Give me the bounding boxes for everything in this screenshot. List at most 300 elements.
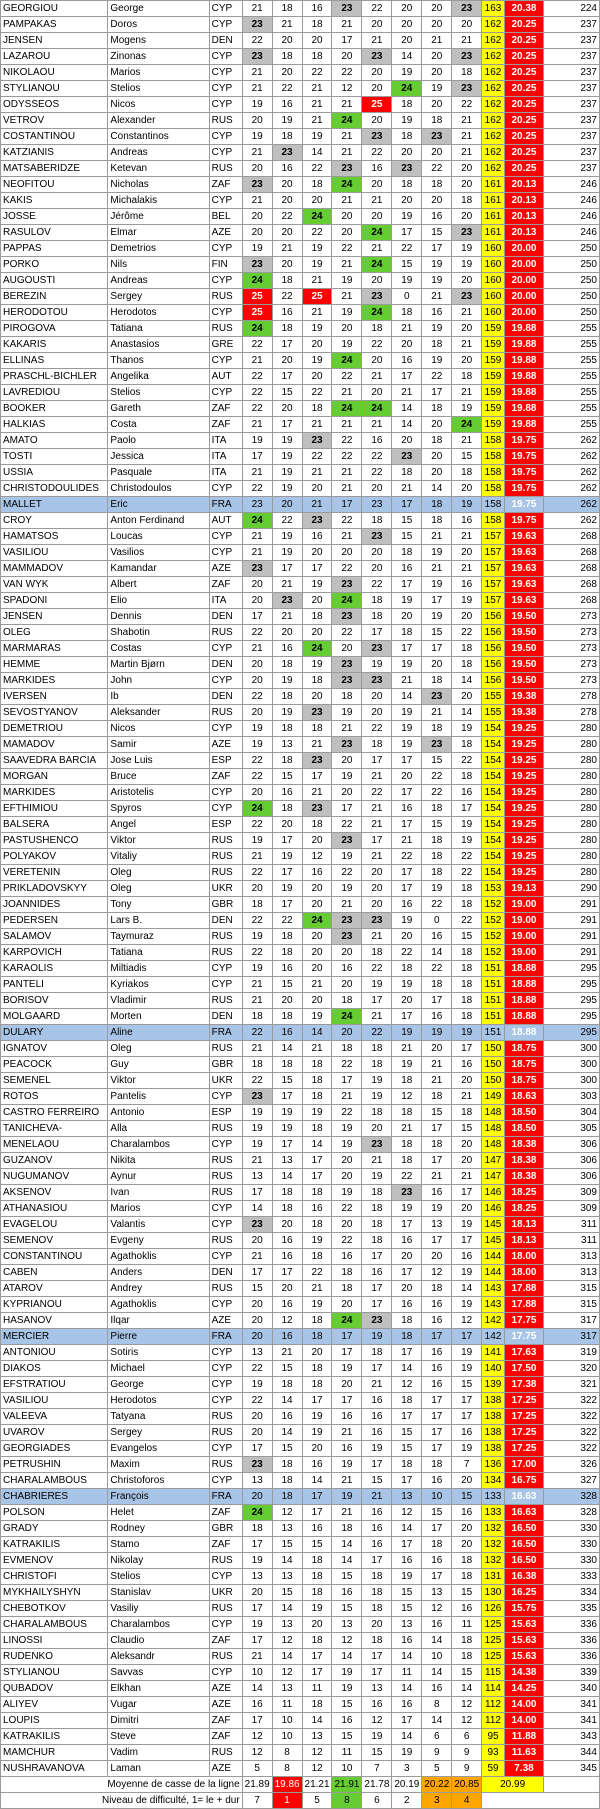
score-cell-6: 21 bbox=[392, 481, 422, 497]
table-row bbox=[1, 753, 600, 769]
score-cell-8: 19 bbox=[452, 1361, 482, 1377]
score-cell-1: 19 bbox=[242, 961, 272, 977]
last-name-cell: LOUPIS bbox=[1, 1713, 108, 1729]
score-cell-1: 16 bbox=[242, 1697, 272, 1713]
score-cell-7: 13 bbox=[422, 1217, 452, 1233]
score-cell-7: 0 bbox=[422, 913, 452, 929]
average-cell: 18.50 bbox=[504, 1121, 543, 1137]
score-cell-5: 20 bbox=[362, 561, 392, 577]
score-cell-8: 20 bbox=[452, 1201, 482, 1217]
first-name-cell: Ilqar bbox=[108, 1313, 209, 1329]
score-cell-2: 16 bbox=[272, 1233, 302, 1249]
score-cell-7: 15 bbox=[422, 625, 452, 641]
first-name-cell: Charalambos bbox=[108, 1137, 209, 1153]
first-name-cell: Aleksander bbox=[108, 705, 209, 721]
score-cell-2: 14 bbox=[272, 1553, 302, 1569]
score-cell-3: 19 bbox=[302, 1009, 332, 1025]
score-cell-8: 14 bbox=[452, 1681, 482, 1697]
average-cell: 19.75 bbox=[504, 481, 543, 497]
rank-cell: 295 bbox=[544, 993, 600, 1009]
score-cell-1: 22 bbox=[242, 753, 272, 769]
last-name-cell: ATAROV bbox=[1, 1281, 108, 1297]
score-cell-7: 12 bbox=[422, 1601, 452, 1617]
score-cell-2: 15 bbox=[272, 1537, 302, 1553]
total-cell: 159 bbox=[482, 401, 505, 417]
first-name-cell: Samir bbox=[108, 737, 209, 753]
score-cell-7: 19 bbox=[422, 1025, 452, 1041]
score-cell-6: 20 bbox=[392, 1, 422, 17]
last-name-cell: AMATO bbox=[1, 433, 108, 449]
score-cell-6: 20 bbox=[392, 1281, 422, 1297]
score-cell-1: 21 bbox=[242, 353, 272, 369]
average-cell: 20.25 bbox=[504, 33, 543, 49]
score-cell-4: 22 bbox=[332, 241, 362, 257]
total-cell: 154 bbox=[482, 737, 505, 753]
score-cell-4: 13 bbox=[332, 1617, 362, 1633]
score-cell-2: 17 bbox=[272, 337, 302, 353]
first-name-cell: Ivan bbox=[108, 1185, 209, 1201]
score-cell-2: 20 bbox=[272, 625, 302, 641]
country-cell: ITA bbox=[209, 593, 242, 609]
score-cell-4: 18 bbox=[332, 993, 362, 1009]
first-name-cell: Rodney bbox=[108, 1521, 209, 1537]
score-cell-7: 18 bbox=[422, 865, 452, 881]
first-name-cell: Stelios bbox=[108, 385, 209, 401]
first-name-cell: Michael bbox=[108, 1361, 209, 1377]
score-cell-2: 18 bbox=[272, 1057, 302, 1073]
score-cell-6: 21 bbox=[392, 833, 422, 849]
score-cell-3: 20 bbox=[302, 193, 332, 209]
average-cell: 16.50 bbox=[504, 1521, 543, 1537]
score-cell-3: 17 bbox=[302, 1505, 332, 1521]
score-cell-6: 18 bbox=[392, 1329, 422, 1345]
first-name-cell: Eric bbox=[108, 497, 209, 513]
score-cell-5: 18 bbox=[362, 945, 392, 961]
score-cell-3: 22 bbox=[302, 1265, 332, 1281]
country-cell: RUS bbox=[209, 161, 242, 177]
table-row bbox=[1, 817, 600, 833]
score-cell-6: 17 bbox=[392, 753, 422, 769]
table-row bbox=[1, 1041, 600, 1057]
country-cell: CYP bbox=[209, 961, 242, 977]
score-cell-3: 22 bbox=[302, 385, 332, 401]
rank-cell: 273 bbox=[544, 673, 600, 689]
country-cell: ZAF bbox=[209, 577, 242, 593]
score-cell-2: 15 bbox=[272, 1585, 302, 1601]
total-cell: 152 bbox=[482, 945, 505, 961]
average-cell: 18.88 bbox=[504, 961, 543, 977]
score-cell-6: 17 bbox=[392, 577, 422, 593]
table-row bbox=[1, 737, 600, 753]
first-name-cell: Zinonas bbox=[108, 49, 209, 65]
average-cell: 20.00 bbox=[504, 257, 543, 273]
score-cell-6: 20 bbox=[392, 609, 422, 625]
score-cell-3: 14 bbox=[302, 1137, 332, 1153]
score-cell-6: 13 bbox=[392, 1489, 422, 1505]
total-cell: 148 bbox=[482, 1137, 505, 1153]
average-cell: 19.50 bbox=[504, 609, 543, 625]
score-cell-6: 16 bbox=[392, 353, 422, 369]
score-cell-6: 18 bbox=[392, 305, 422, 321]
score-cell-1: 23 bbox=[242, 49, 272, 65]
score-cell-8: 20 bbox=[452, 1521, 482, 1537]
score-cell-7: 21 bbox=[422, 561, 452, 577]
score-cell-2: 19 bbox=[272, 113, 302, 129]
score-cell-3: 19 bbox=[302, 1601, 332, 1617]
score-cell-4: 20 bbox=[332, 1217, 362, 1233]
score-cell-1: 21 bbox=[242, 1153, 272, 1169]
score-cell-5: 18 bbox=[362, 1233, 392, 1249]
rank-cell: 291 bbox=[544, 913, 600, 929]
score-cell-4: 23 bbox=[332, 833, 362, 849]
score-cell-4: 15 bbox=[332, 1729, 362, 1745]
score-cell-8: 18 bbox=[452, 993, 482, 1009]
first-name-cell: Agathoklis bbox=[108, 1297, 209, 1313]
score-cell-6: 17 bbox=[392, 1473, 422, 1489]
score-cell-3: 18 bbox=[302, 1057, 332, 1073]
score-cell-5: 22 bbox=[362, 337, 392, 353]
score-cell-3: 20 bbox=[302, 33, 332, 49]
last-name-cell: JOANNIDES bbox=[1, 897, 108, 913]
total-cell: 159 bbox=[482, 417, 505, 433]
total-cell: 154 bbox=[482, 753, 505, 769]
table-row bbox=[1, 1, 600, 17]
first-name-cell: Stamo bbox=[108, 1537, 209, 1553]
score-cell-3: 18 bbox=[302, 721, 332, 737]
country-cell: GBR bbox=[209, 897, 242, 913]
score-cell-3: 16 bbox=[302, 1201, 332, 1217]
score-cell-1: 22 bbox=[242, 1393, 272, 1409]
table-row bbox=[1, 1105, 600, 1121]
score-cell-2: 14 bbox=[272, 1649, 302, 1665]
score-cell-2: 21 bbox=[272, 17, 302, 33]
rank-cell: 250 bbox=[544, 289, 600, 305]
score-cell-2: 17 bbox=[272, 1137, 302, 1153]
score-cell-5: 20 bbox=[362, 113, 392, 129]
score-cell-4: 23 bbox=[332, 673, 362, 689]
score-cell-1: 20 bbox=[242, 1489, 272, 1505]
table-row bbox=[1, 961, 600, 977]
score-cell-2: 20 bbox=[272, 193, 302, 209]
first-name-cell: Evangelos bbox=[108, 1441, 209, 1457]
first-name-cell: Demetrios bbox=[108, 241, 209, 257]
first-name-cell: Pierre bbox=[108, 1329, 209, 1345]
score-cell-7: 19 bbox=[422, 353, 452, 369]
score-cell-3: 17 bbox=[302, 1153, 332, 1169]
table-row bbox=[1, 1265, 600, 1281]
rank-cell: 255 bbox=[544, 321, 600, 337]
country-cell: RUS bbox=[209, 1601, 242, 1617]
total-cell: 156 bbox=[482, 641, 505, 657]
rank-cell: 262 bbox=[544, 497, 600, 513]
rank-cell: 334 bbox=[544, 1585, 600, 1601]
score-cell-7: 22 bbox=[422, 369, 452, 385]
first-name-cell: Morten bbox=[108, 1009, 209, 1025]
score-cell-8: 18 bbox=[452, 881, 482, 897]
score-cell-5: 17 bbox=[362, 1553, 392, 1569]
score-cell-7: 16 bbox=[422, 1185, 452, 1201]
score-cell-7: 20 bbox=[422, 97, 452, 113]
score-cell-6: 14 bbox=[392, 689, 422, 705]
first-name-cell: Gareth bbox=[108, 401, 209, 417]
first-name-cell: Vladimir bbox=[108, 993, 209, 1009]
score-cell-5: 21 bbox=[362, 193, 392, 209]
table-row bbox=[1, 833, 600, 849]
score-cell-7: 17 bbox=[422, 241, 452, 257]
average-cell: 20.13 bbox=[504, 193, 543, 209]
rank-cell: 330 bbox=[544, 1553, 600, 1569]
score-cell-8: 12 bbox=[452, 1713, 482, 1729]
score-cell-5: 22 bbox=[362, 721, 392, 737]
score-cell-6: 19 bbox=[392, 1025, 422, 1041]
score-cell-2: 18 bbox=[272, 321, 302, 337]
total-cell: 152 bbox=[482, 897, 505, 913]
average-cell: 20.25 bbox=[504, 129, 543, 145]
score-cell-5: 18 bbox=[362, 513, 392, 529]
last-name-cell: MAMCHUR bbox=[1, 1745, 108, 1761]
score-cell-3: 17 bbox=[302, 561, 332, 577]
score-cell-8: 16 bbox=[452, 1505, 482, 1521]
score-cell-3: 21 bbox=[302, 97, 332, 113]
score-cell-6: 17 bbox=[392, 641, 422, 657]
total-cell: 162 bbox=[482, 129, 505, 145]
score-cell-1: 21 bbox=[242, 65, 272, 81]
score-cell-7: 20 bbox=[422, 417, 452, 433]
total-cell: 148 bbox=[482, 1121, 505, 1137]
last-name-cell: IVERSEN bbox=[1, 689, 108, 705]
score-cell-1: 25 bbox=[242, 305, 272, 321]
average-cell: 14.25 bbox=[504, 1681, 543, 1697]
first-name-cell: Nikolay bbox=[108, 1553, 209, 1569]
rank-cell: 250 bbox=[544, 273, 600, 289]
first-name-cell: Elio bbox=[108, 593, 209, 609]
score-cell-3: 18 bbox=[302, 1377, 332, 1393]
score-cell-7: 19 bbox=[422, 273, 452, 289]
score-cell-6: 19 bbox=[392, 1569, 422, 1585]
score-cell-2: 19 bbox=[272, 433, 302, 449]
average-cell: 17.75 bbox=[504, 1329, 543, 1345]
average-cell-7: 20.22 bbox=[422, 1777, 452, 1793]
score-cell-4: 14 bbox=[332, 1537, 362, 1553]
score-cell-4: 20 bbox=[332, 641, 362, 657]
score-cell-4: 14 bbox=[332, 1649, 362, 1665]
average-cell: 19.75 bbox=[504, 497, 543, 513]
score-cell-1: 20 bbox=[242, 1297, 272, 1313]
first-name-cell: Jérôme bbox=[108, 209, 209, 225]
table-row bbox=[1, 417, 600, 433]
first-name-cell: Charalambos bbox=[108, 1617, 209, 1633]
score-cell-4: 15 bbox=[332, 1601, 362, 1617]
table-row bbox=[1, 1681, 600, 1697]
score-cell-8: 16 bbox=[452, 1249, 482, 1265]
average-cell: 18.13 bbox=[504, 1233, 543, 1249]
last-name-cell: AKSENOV bbox=[1, 1185, 108, 1201]
country-cell: CYP bbox=[209, 673, 242, 689]
rank-cell: 315 bbox=[544, 1281, 600, 1297]
table-row bbox=[1, 1649, 600, 1665]
score-cell-7: 17 bbox=[422, 1425, 452, 1441]
score-cell-8: 21 bbox=[452, 305, 482, 321]
score-cell-6: 18 bbox=[392, 97, 422, 113]
score-cell-5: 16 bbox=[362, 1697, 392, 1713]
country-cell: AZE bbox=[209, 1761, 242, 1777]
last-name-cell: KAKARIS bbox=[1, 337, 108, 353]
total-cell: 157 bbox=[482, 577, 505, 593]
score-cell-7: 18 bbox=[422, 673, 452, 689]
last-name-cell: GEORGIADES bbox=[1, 1441, 108, 1457]
first-name-cell: Doros bbox=[108, 17, 209, 33]
total-cell: 151 bbox=[482, 1025, 505, 1041]
total-cell: 130 bbox=[482, 1585, 505, 1601]
score-cell-2: 16 bbox=[272, 1249, 302, 1265]
table-row bbox=[1, 705, 600, 721]
average-cell: 17.38 bbox=[504, 1377, 543, 1393]
country-cell: CYP bbox=[209, 641, 242, 657]
rank-cell: 322 bbox=[544, 1409, 600, 1425]
score-cell-2: 15 bbox=[272, 1361, 302, 1377]
average-cell: 20.00 bbox=[504, 305, 543, 321]
average-cell: 19.25 bbox=[504, 721, 543, 737]
score-cell-8: 23 bbox=[452, 49, 482, 65]
score-cell-4: 10 bbox=[332, 1761, 362, 1777]
score-cell-4: 23 bbox=[332, 657, 362, 673]
score-cell-2: 16 bbox=[272, 1409, 302, 1425]
score-cell-3: 17 bbox=[302, 1393, 332, 1409]
score-cell-5: 18 bbox=[362, 1201, 392, 1217]
score-cell-5: 7 bbox=[362, 1761, 392, 1777]
rank-cell: 295 bbox=[544, 977, 600, 993]
score-cell-3: 18 bbox=[302, 817, 332, 833]
first-name-cell: Paolo bbox=[108, 433, 209, 449]
total-cell: 152 bbox=[482, 913, 505, 929]
score-cell-7: 22 bbox=[422, 769, 452, 785]
score-cell-1: 19 bbox=[242, 129, 272, 145]
average-cell: 19.25 bbox=[504, 769, 543, 785]
score-cell-8: 20 bbox=[452, 273, 482, 289]
score-cell-1: 19 bbox=[242, 1617, 272, 1633]
score-cell-6: 19 bbox=[392, 65, 422, 81]
score-cell-4: 20 bbox=[332, 321, 362, 337]
table-row bbox=[1, 785, 600, 801]
country-cell: AZE bbox=[209, 1697, 242, 1713]
score-cell-8: 23 bbox=[452, 225, 482, 241]
total-cell: 158 bbox=[482, 449, 505, 465]
score-cell-1: 18 bbox=[242, 897, 272, 913]
rank-cell: 237 bbox=[544, 65, 600, 81]
country-cell: RUS bbox=[209, 1409, 242, 1425]
score-cell-8: 18 bbox=[452, 737, 482, 753]
last-name-cell: EFTHIMIOU bbox=[1, 801, 108, 817]
last-name-cell: MARKIDES bbox=[1, 785, 108, 801]
rank-cell: 317 bbox=[544, 1329, 600, 1345]
score-cell-6: 11 bbox=[392, 1665, 422, 1681]
last-name-cell: BALSERA bbox=[1, 817, 108, 833]
score-cell-4: 21 bbox=[332, 129, 362, 145]
difficulty-cell-3: 5 bbox=[302, 1793, 332, 1809]
average-cell: 19.75 bbox=[504, 513, 543, 529]
country-cell: CYP bbox=[209, 305, 242, 321]
score-cell-4: 16 bbox=[332, 1409, 362, 1425]
total-cell: 115 bbox=[482, 1665, 505, 1681]
total-cell: 59 bbox=[482, 1761, 505, 1777]
country-cell: CYP bbox=[209, 81, 242, 97]
total-cell: 95 bbox=[482, 1729, 505, 1745]
table-row bbox=[1, 913, 600, 929]
table-row bbox=[1, 1361, 600, 1377]
average-cell: 19.50 bbox=[504, 673, 543, 689]
country-cell: RUS bbox=[209, 945, 242, 961]
score-cell-7: 18 bbox=[422, 177, 452, 193]
score-cell-5: 22 bbox=[362, 785, 392, 801]
score-cell-4: 21 bbox=[332, 17, 362, 33]
score-cell-7: 18 bbox=[422, 801, 452, 817]
country-cell: CYP bbox=[209, 801, 242, 817]
score-cell-8: 20 bbox=[452, 689, 482, 705]
country-cell: GBR bbox=[209, 1521, 242, 1537]
score-cell-3: 16 bbox=[302, 529, 332, 545]
score-cell-4: 19 bbox=[332, 705, 362, 721]
score-cell-7: 14 bbox=[422, 481, 452, 497]
average-cell: 20.25 bbox=[504, 17, 543, 33]
score-cell-6: 19 bbox=[392, 1201, 422, 1217]
last-name-cell: NUGUMANOV bbox=[1, 1169, 108, 1185]
last-name-cell: KYPRIANOU bbox=[1, 1297, 108, 1313]
score-cell-1: 20 bbox=[242, 881, 272, 897]
average-cell: 15.63 bbox=[504, 1617, 543, 1633]
score-cell-3: 22 bbox=[302, 65, 332, 81]
score-cell-4: 21 bbox=[332, 289, 362, 305]
score-cell-6: 19 bbox=[392, 737, 422, 753]
score-cell-5: 21 bbox=[362, 1489, 392, 1505]
score-cell-8: 18 bbox=[452, 1633, 482, 1649]
score-cell-2: 19 bbox=[272, 449, 302, 465]
score-cell-3: 20 bbox=[302, 369, 332, 385]
difficulty-cell-6: 2 bbox=[392, 1793, 422, 1809]
score-cell-6: 18 bbox=[392, 1313, 422, 1329]
score-cell-1: 22 bbox=[242, 1073, 272, 1089]
score-cell-8: 20 bbox=[452, 1153, 482, 1169]
last-name-cell: HALKIAS bbox=[1, 417, 108, 433]
total-cell: 162 bbox=[482, 33, 505, 49]
total-cell: 144 bbox=[482, 1265, 505, 1281]
score-cell-5: 18 bbox=[362, 593, 392, 609]
score-cell-3: 18 bbox=[302, 1073, 332, 1089]
rank-cell: 273 bbox=[544, 657, 600, 673]
rank-cell: 262 bbox=[544, 465, 600, 481]
score-cell-8: 20 bbox=[452, 321, 482, 337]
average-cell: 19.25 bbox=[504, 737, 543, 753]
table-row bbox=[1, 465, 600, 481]
average-cell: 18.00 bbox=[504, 1265, 543, 1281]
score-cell-2: 20 bbox=[272, 33, 302, 49]
score-cell-6: 22 bbox=[392, 849, 422, 865]
score-cell-7: 17 bbox=[422, 1569, 452, 1585]
total-cell: 154 bbox=[482, 833, 505, 849]
score-cell-5: 22 bbox=[362, 1, 392, 17]
score-cell-2: 19 bbox=[272, 545, 302, 561]
average-cell: 19.63 bbox=[504, 593, 543, 609]
score-cell-7: 16 bbox=[422, 1473, 452, 1489]
rank-cell: 300 bbox=[544, 1041, 600, 1057]
score-cell-5: 21 bbox=[362, 417, 392, 433]
score-cell-2: 22 bbox=[272, 209, 302, 225]
score-cell-1: 22 bbox=[242, 401, 272, 417]
last-name-cell: CHARALAMBOUS bbox=[1, 1617, 108, 1633]
score-cell-3: 21 bbox=[302, 785, 332, 801]
score-cell-3: 19 bbox=[302, 257, 332, 273]
score-cell-3: 20 bbox=[302, 625, 332, 641]
total-cell: 156 bbox=[482, 673, 505, 689]
